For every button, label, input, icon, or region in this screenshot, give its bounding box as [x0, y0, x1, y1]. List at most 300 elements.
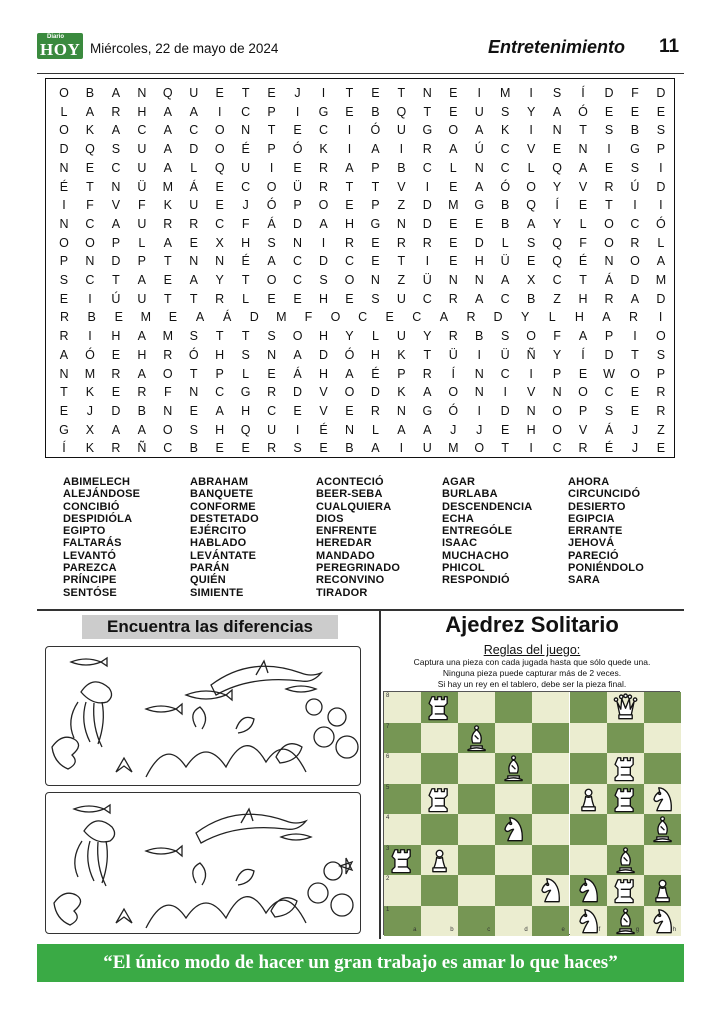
- grid-letter: I: [217, 104, 222, 119]
- square-f7[interactable]: [570, 723, 607, 754]
- grid-letter: T: [189, 366, 198, 381]
- grid-letter: R: [448, 329, 458, 344]
- word-list-item: ABRAHAM: [190, 476, 249, 488]
- grid-letter: J: [86, 403, 94, 418]
- grid-letter: D: [604, 86, 614, 100]
- square-d5[interactable]: [495, 784, 532, 815]
- square-f4[interactable]: [570, 814, 607, 845]
- grid-letter: D: [293, 216, 303, 231]
- grid-letter: O: [526, 179, 536, 194]
- grid-letter: A: [371, 142, 380, 157]
- grid-letter: L: [657, 235, 665, 250]
- grid-letter: O: [59, 123, 69, 138]
- grid-letter: N: [422, 86, 432, 100]
- grid-letter: R: [267, 385, 277, 400]
- grid-letter: O: [526, 329, 536, 344]
- word-list-item: BURLABA: [442, 488, 498, 501]
- grid-letter: S: [656, 123, 666, 138]
- grid-letter: N: [189, 254, 199, 269]
- grid-letter: A: [578, 329, 588, 344]
- grid-row: [46, 158, 674, 178]
- grid-letter: D: [189, 142, 199, 157]
- grid-letter: Í: [581, 347, 585, 362]
- grid-letter: Ñ: [526, 347, 536, 362]
- grid-letter: Y: [526, 104, 536, 119]
- square-b7[interactable]: [421, 723, 458, 754]
- grid-letter: M: [162, 329, 173, 344]
- grid-letter: S: [241, 347, 250, 362]
- word-list-item: RECONVINO: [316, 574, 385, 587]
- square-c6[interactable]: [458, 753, 495, 784]
- grid-letter: A: [137, 273, 146, 287]
- grid-letter: B: [475, 329, 484, 344]
- grid-letter: Í: [451, 366, 456, 381]
- grid-letter: A: [371, 441, 380, 456]
- word-list-item: SIMIENTE: [190, 586, 244, 599]
- square-d8[interactable]: [495, 692, 532, 723]
- grid-letter: N: [293, 235, 303, 250]
- grid-letter: C: [163, 441, 173, 456]
- grid-letter: Ú: [630, 179, 640, 194]
- grid-letter: J: [450, 422, 457, 437]
- grid-letter: M: [448, 441, 459, 456]
- grid-letter: I: [658, 310, 663, 325]
- grid-letter: S: [189, 329, 198, 344]
- grid-letter: Á: [604, 422, 614, 437]
- grid-letter: E: [449, 216, 458, 231]
- grid-letter: O: [344, 273, 355, 287]
- grid-letter: Z: [397, 198, 406, 213]
- word-list-item: SENTÓSE: [63, 586, 117, 599]
- square-a8[interactable]: [384, 692, 421, 723]
- word-list-item: ABIMELECH: [63, 476, 131, 488]
- square-f8[interactable]: [570, 692, 607, 723]
- grid-letter: B: [526, 291, 536, 306]
- grid-letter: R: [111, 104, 121, 119]
- grid-letter: A: [111, 422, 121, 437]
- grid-letter: N: [59, 366, 69, 381]
- chess-title: Ajedrez Solitario: [445, 612, 619, 637]
- grid-letter: E: [630, 403, 640, 418]
- grid-letter: R: [629, 310, 639, 325]
- grid-letter: P: [267, 142, 276, 157]
- grid-letter: L: [371, 422, 379, 437]
- chess-piece-bishop-c7[interactable]: [458, 723, 495, 754]
- square-b2[interactable]: [421, 875, 458, 906]
- grid-letter: R: [448, 291, 458, 306]
- grid-letter: O: [448, 385, 459, 400]
- square-f6[interactable]: [570, 753, 607, 784]
- word-list-item: DESIERTO: [568, 500, 626, 513]
- grid-letter: Ó: [500, 179, 511, 194]
- grid-letter: N: [474, 160, 484, 175]
- grid-letter: H: [111, 329, 121, 344]
- square-e6[interactable]: [532, 753, 569, 784]
- chess-piece-knight-f2[interactable]: [570, 875, 607, 906]
- grid-letter: K: [85, 385, 95, 400]
- grid-letter: M: [655, 273, 667, 287]
- square-e4[interactable]: [532, 814, 569, 845]
- word-list-item: LEVANTÓ: [63, 549, 117, 562]
- square-d3[interactable]: [495, 845, 532, 876]
- chess-piece-bishop-h4[interactable]: [644, 814, 681, 845]
- grid-letter: H: [318, 366, 329, 381]
- chess-piece-rook-b8[interactable]: [421, 692, 458, 723]
- square-a7[interactable]: [384, 723, 421, 754]
- grid-letter: S: [501, 329, 510, 344]
- grid-letter: T: [579, 273, 587, 287]
- grid-letter: D: [293, 385, 303, 400]
- grid-letter: I: [659, 160, 663, 175]
- rank-label: 4: [386, 815, 390, 821]
- grid-letter: A: [111, 216, 121, 231]
- grid-letter: Ü: [137, 179, 147, 194]
- grid-letter: D: [500, 403, 510, 418]
- grid-letter: B: [189, 441, 198, 456]
- grid-letter: N: [396, 216, 406, 231]
- grid-letter: C: [241, 104, 251, 119]
- chess-piece-rook-g2[interactable]: [607, 875, 644, 906]
- grid-letter: Ü: [500, 254, 510, 269]
- word-list-item: ALEJÁNDOSE: [63, 488, 141, 501]
- grid-letter: D: [422, 216, 432, 231]
- grid-letter: E: [449, 86, 458, 100]
- grid-letter: I: [88, 291, 92, 306]
- grid-letter: U: [267, 422, 277, 437]
- grid-row: [46, 195, 674, 215]
- grid-letter: N: [189, 385, 199, 400]
- grid-letter: H: [574, 310, 584, 325]
- grid-letter: S: [552, 86, 562, 100]
- grid-letter: T: [345, 179, 354, 194]
- word-list-item: AHORA: [568, 476, 610, 488]
- word-list-item: PRÍNCIPE: [63, 574, 117, 587]
- grid-letter: D: [249, 310, 259, 325]
- chess-piece-rook-g6[interactable]: [607, 753, 644, 784]
- square-c8[interactable]: [458, 692, 495, 723]
- word-list-item: ECHA: [442, 512, 474, 525]
- grid-letter: Y: [345, 329, 354, 344]
- grid-letter: I: [529, 86, 533, 100]
- square-b4[interactable]: [421, 814, 458, 845]
- grid-letter: S: [319, 273, 328, 287]
- chess-piece-knight-f1[interactable]: [570, 906, 607, 937]
- grid-letter: I: [529, 441, 533, 456]
- reef-illustration-bottom: [46, 793, 361, 934]
- grid-letter: K: [85, 123, 95, 138]
- grid-row: [46, 289, 674, 309]
- grid-letter: N: [267, 347, 277, 362]
- chess-piece-bishop-g1[interactable]: [607, 906, 644, 937]
- grid-letter: H: [137, 104, 147, 119]
- grid-letter: R: [111, 441, 121, 456]
- square-h6[interactable]: [644, 753, 681, 784]
- square-c3[interactable]: [458, 845, 495, 876]
- grid-letter: P: [552, 366, 562, 381]
- square-a2[interactable]: [384, 875, 421, 906]
- grid-letter: O: [59, 86, 69, 100]
- word-list-item: PAREZCA: [63, 562, 117, 575]
- grid-letter: D: [111, 403, 121, 418]
- grid-letter: N: [241, 123, 251, 138]
- grid-letter: S: [604, 123, 614, 138]
- grid-letter: Q: [85, 142, 95, 157]
- square-e3[interactable]: [532, 845, 569, 876]
- grid-letter: L: [548, 310, 556, 325]
- grid-letter: D: [111, 254, 121, 269]
- square-e7[interactable]: [532, 723, 569, 754]
- grid-letter: C: [412, 310, 422, 325]
- grid-letter: V: [319, 385, 328, 400]
- grid-letter: C: [85, 273, 95, 287]
- grid-letter: B: [501, 216, 510, 231]
- grid-letter: O: [214, 123, 225, 138]
- grid-letter: U: [241, 160, 251, 175]
- chess-piece-rook-a3[interactable]: [384, 845, 421, 876]
- grid-letter: A: [215, 403, 224, 418]
- word-list-item: ACONTECIÓ: [316, 476, 384, 488]
- grid-letter: T: [345, 86, 354, 100]
- grid-letter: N: [474, 366, 484, 381]
- grid-letter: O: [630, 254, 640, 269]
- page-number: 11: [659, 36, 680, 57]
- grid-letter: M: [84, 366, 96, 381]
- chess-piece-pawn-f5[interactable]: [570, 784, 607, 815]
- grid-letter: R: [137, 385, 147, 400]
- square-d7[interactable]: [495, 723, 532, 754]
- grid-letter: G: [630, 142, 640, 157]
- grid-letter: T: [397, 86, 406, 100]
- grid-letter: V: [578, 179, 588, 194]
- grid-letter: N: [215, 254, 225, 269]
- grid-letter: N: [474, 385, 484, 400]
- square-f3[interactable]: [570, 845, 607, 876]
- word-search-grid: [45, 78, 675, 458]
- grid-letter: T: [241, 329, 250, 344]
- grid-row: [46, 326, 674, 346]
- grid-letter: T: [241, 86, 250, 100]
- square-c2[interactable]: [458, 875, 495, 906]
- grid-letter: E: [215, 198, 224, 213]
- grid-letter: U: [137, 142, 147, 157]
- square-e5[interactable]: [532, 784, 569, 815]
- grid-letter: I: [633, 329, 637, 344]
- grid-letter: N: [163, 403, 173, 418]
- grid-letter: N: [59, 160, 69, 175]
- grid-letter: R: [318, 160, 329, 175]
- grid-row: [46, 345, 674, 365]
- reef-illustration-top: [46, 647, 361, 786]
- grid-letter: E: [656, 441, 666, 456]
- square-c5[interactable]: [458, 784, 495, 815]
- grid-letter: Q: [396, 104, 407, 119]
- grid-letter: U: [422, 441, 432, 456]
- grid-row: [46, 102, 674, 122]
- chess-piece-pawn-h2[interactable]: [644, 875, 681, 906]
- square-h3[interactable]: [644, 845, 681, 876]
- chess-piece-rook-g5[interactable]: [607, 784, 644, 815]
- grid-letter: B: [501, 198, 510, 213]
- grid-letter: E: [475, 216, 484, 231]
- grid-letter: Ó: [578, 104, 588, 119]
- grid-letter: Ó: [448, 403, 459, 418]
- grid-letter: H: [474, 254, 484, 269]
- grid-letter: O: [578, 385, 588, 400]
- grid-letter: K: [85, 441, 95, 456]
- file-label: g: [635, 927, 640, 933]
- grid-letter: R: [318, 179, 329, 194]
- chess-piece-knight-d4[interactable]: [495, 814, 532, 845]
- file-label: h: [672, 927, 677, 933]
- grid-letter: R: [163, 216, 173, 231]
- word-column: [568, 476, 698, 587]
- grid-letter: L: [138, 235, 146, 250]
- grid-letter: E: [385, 310, 394, 325]
- grid-letter: M: [499, 86, 511, 100]
- grid-letter: E: [656, 104, 666, 119]
- grid-letter: É: [241, 254, 250, 269]
- grid-letter: I: [321, 235, 326, 250]
- grid-letter: L: [190, 160, 198, 175]
- grid-row: [46, 120, 674, 140]
- grid-letter: E: [215, 179, 224, 194]
- grid-letter: K: [501, 123, 510, 138]
- grid-letter: E: [630, 104, 640, 119]
- grid-letter: A: [137, 329, 146, 344]
- chess-piece-queen-g8[interactable]: [607, 692, 644, 723]
- grid-letter: C: [552, 441, 562, 456]
- grid-letter: C: [293, 254, 303, 269]
- grid-letter: E: [267, 86, 276, 100]
- grid-row: [46, 364, 674, 384]
- grid-letter: C: [358, 310, 368, 325]
- grid-letter: Z: [657, 422, 665, 437]
- grid-letter: I: [88, 329, 92, 344]
- grid-letter: U: [137, 216, 147, 231]
- grid-letter: L: [242, 366, 250, 381]
- grid-letter: I: [295, 104, 300, 119]
- grid-letter: G: [318, 104, 329, 119]
- word-list-item: PONIÉNDOLO: [568, 562, 644, 575]
- word-list-item: JEHOVÁ: [568, 537, 615, 550]
- grid-letter: A: [501, 273, 510, 287]
- grid-letter: I: [477, 86, 481, 100]
- grid-letter: E: [604, 104, 614, 119]
- grid-letter: E: [552, 142, 562, 157]
- square-d2[interactable]: [495, 875, 532, 906]
- grid-row: [46, 233, 674, 253]
- grid-letter: O: [604, 235, 614, 250]
- grid-letter: E: [345, 198, 354, 213]
- grid-row: [46, 270, 674, 290]
- rank-label: 6: [386, 754, 390, 760]
- grid-letter: E: [59, 403, 69, 418]
- square-a5[interactable]: [384, 784, 421, 815]
- chess-piece-rook-b5[interactable]: [421, 784, 458, 815]
- grid-letter: E: [578, 198, 588, 213]
- grid-letter: É: [578, 254, 588, 269]
- grid-letter: D: [474, 235, 484, 250]
- grid-letter: E: [578, 366, 588, 381]
- grid-letter: E: [449, 179, 458, 194]
- grid-letter: C: [189, 123, 199, 138]
- grid-letter: Y: [215, 273, 224, 287]
- grid-letter: T: [86, 179, 94, 194]
- grid-letter: E: [293, 403, 302, 418]
- grid-letter: A: [163, 123, 172, 138]
- differences-title: Encuentra las diferencias: [82, 615, 338, 639]
- grid-letter: O: [604, 216, 614, 231]
- grid-letter: Ü: [500, 347, 510, 362]
- file-label: c: [487, 927, 491, 933]
- grid-letter: T: [60, 385, 68, 400]
- grid-letter: A: [137, 422, 146, 437]
- grid-letter: Z: [553, 291, 561, 306]
- grid-letter: Ó: [344, 347, 355, 362]
- chess-piece-bishop-g3[interactable]: [607, 845, 644, 876]
- grid-letter: F: [163, 385, 172, 400]
- grid-letter: C: [500, 160, 510, 175]
- grid-letter: C: [500, 142, 510, 157]
- word-list-item: DESPIDIÓLA: [63, 512, 133, 525]
- grid-letter: S: [59, 273, 69, 287]
- square-b6[interactable]: [421, 753, 458, 784]
- grid-letter: E: [526, 254, 536, 269]
- file-label: a: [413, 927, 417, 933]
- chess-piece-knight-h5[interactable]: [644, 784, 681, 815]
- grid-letter: H: [241, 235, 251, 250]
- square-c4[interactable]: [458, 814, 495, 845]
- grid-letter: E: [345, 291, 354, 306]
- grid-letter: N: [59, 216, 69, 231]
- chess-piece-bishop-d6[interactable]: [495, 753, 532, 784]
- grid-letter: Ó: [292, 142, 303, 157]
- grid-letter: S: [267, 329, 276, 344]
- square-g4[interactable]: [607, 814, 644, 845]
- grid-letter: Y: [423, 329, 432, 344]
- chess-piece-knight-e2[interactable]: [532, 875, 569, 906]
- square-a6[interactable]: [384, 753, 421, 784]
- grid-letter: S: [111, 142, 121, 157]
- chess-piece-pawn-b3[interactable]: [421, 845, 458, 876]
- grid-letter: Í: [62, 441, 66, 456]
- square-h8[interactable]: [644, 692, 681, 723]
- word-column: [316, 476, 446, 599]
- grid-row: [46, 420, 674, 440]
- grid-row: [46, 177, 674, 197]
- grid-letter: I: [347, 123, 352, 138]
- grid-letter: P: [215, 366, 224, 381]
- grid-letter: C: [111, 160, 121, 175]
- grid-letter: B: [397, 160, 406, 175]
- grid-letter: P: [267, 104, 276, 119]
- square-a4[interactable]: [384, 814, 421, 845]
- grid-letter: V: [526, 385, 536, 400]
- word-list-item: PARECIÓ: [568, 549, 619, 562]
- grid-letter: L: [579, 216, 587, 231]
- grid-letter: T: [501, 441, 509, 456]
- word-list-item: MANDADO: [316, 549, 375, 562]
- word-list-item: QUIÉN: [190, 574, 226, 587]
- grid-letter: Q: [526, 198, 536, 213]
- grid-row: [46, 83, 674, 103]
- square-g7[interactable]: [607, 723, 644, 754]
- grid-letter: N: [448, 273, 458, 287]
- chess-piece-knight-h1[interactable]: [644, 906, 681, 937]
- square-h7[interactable]: [644, 723, 681, 754]
- grid-letter: C: [267, 403, 277, 418]
- square-e8[interactable]: [532, 692, 569, 723]
